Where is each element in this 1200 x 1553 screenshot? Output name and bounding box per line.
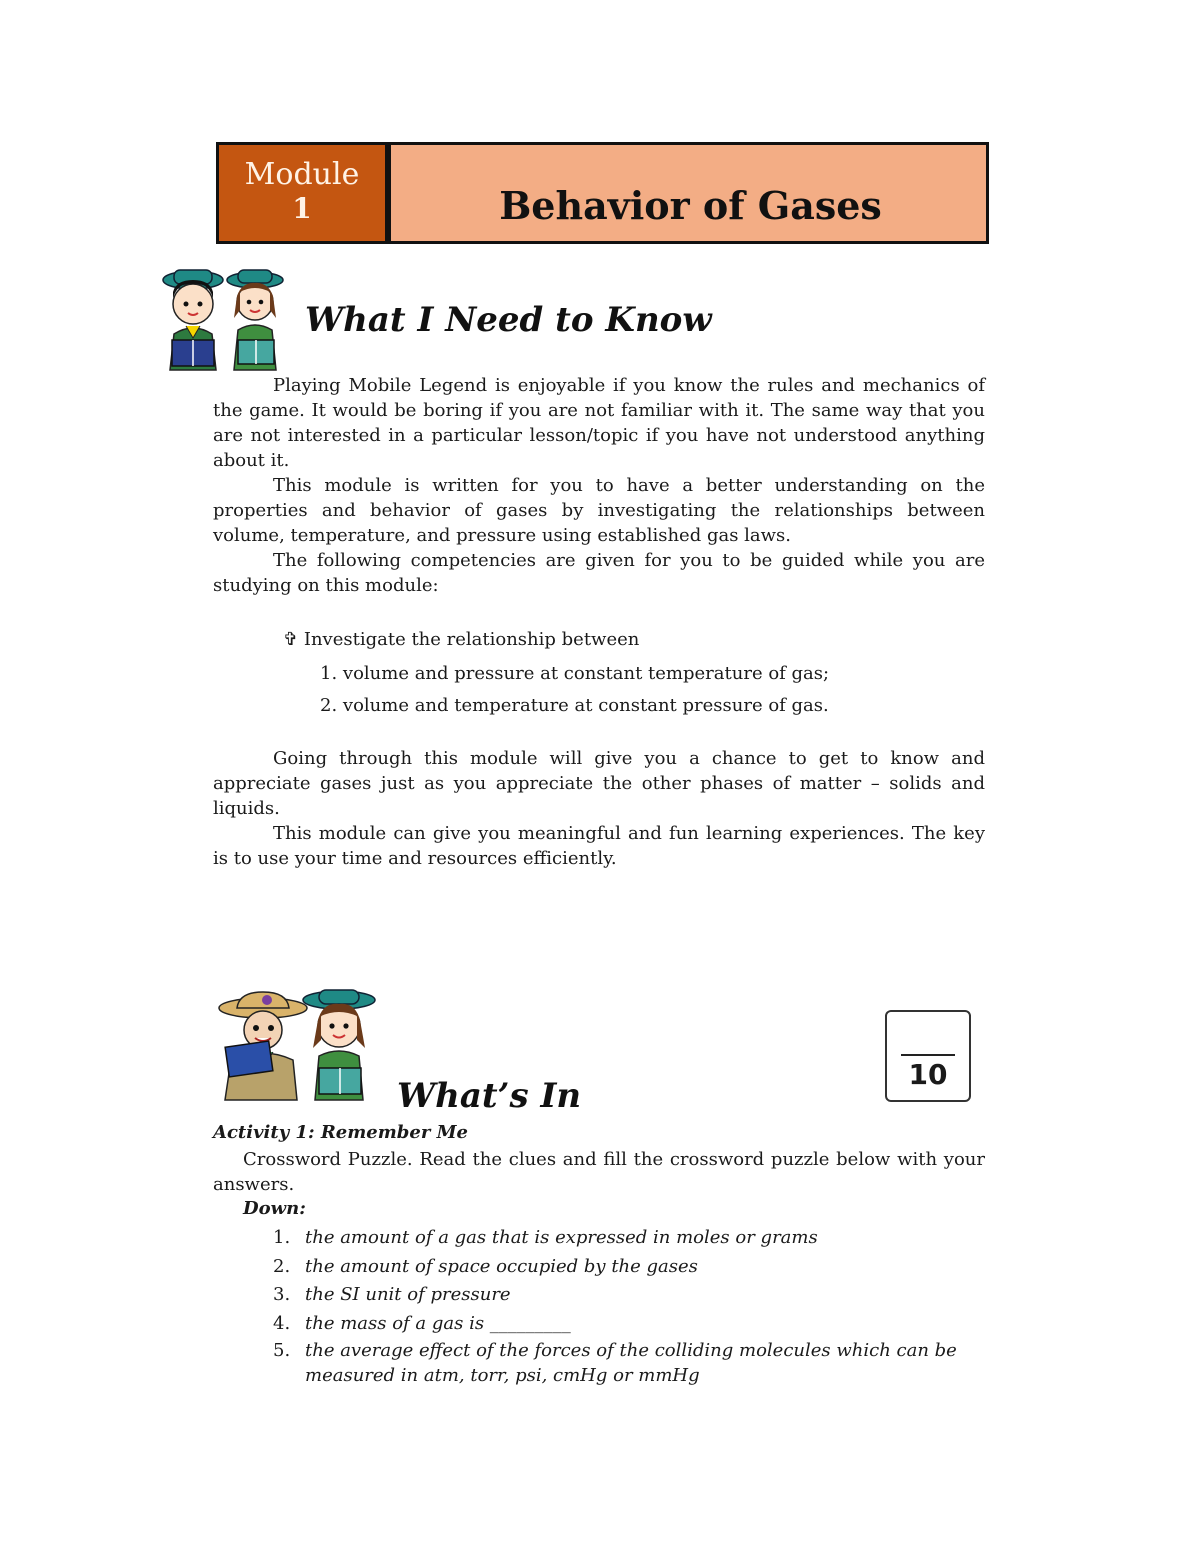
closing-paragraphs [213, 746, 985, 871]
list-item: 1. the amount of a gas that is expressed in moles or grams [273, 1227, 818, 1248]
competency-bullet [283, 627, 639, 652]
list-item: 5. the average effect of the forces of the colliding molecules which can be measured in atm, torr, psi, cmHg or mmHg [273, 1340, 957, 1386]
module-word: Module [244, 157, 360, 192]
closing-paragraph-2: This module can give you meaningful and fun learning experiences. The key is to use your time and resources efficiently. [213, 823, 985, 869]
list-item: 3. the SI unit of pressure [273, 1284, 511, 1305]
module-number: 1 [292, 192, 312, 225]
intro-paragraph-2: This module is written for you to have a better understanding on the properties and behavior of gases by investigating the relationships between volume, temperature, and pressure using established gas laws. [213, 475, 985, 546]
intro-paragraphs [213, 373, 985, 598]
competency-list [320, 658, 829, 722]
crossword-clues [273, 1224, 987, 1388]
intro-paragraph-3: The following competencies are given for you to be guided while you are studying on this module: [213, 550, 985, 596]
module-title: Behavior of Gases [499, 183, 882, 228]
list-item: 2. volume and temperature at constant pressure of gas. [320, 695, 829, 716]
intro-paragraph-1: Playing Mobile Legend is enjoyable if you know the rules and mechanics of the game. It would be boring if you are not familiar with it. The same way that you are not interested in a particular lesson/topic if you have not understood anything about it. [213, 375, 985, 471]
activity-title: Activity 1: Remember Me [213, 1122, 468, 1143]
closing-paragraph-1: Going through this module will give you a chance to get to know and appreciate gases just as you appreciate the other phases of matter – solids and liquids. [213, 748, 985, 819]
page-number: 10 [908, 1058, 948, 1091]
down-label: Down: [243, 1198, 306, 1219]
module-banner [216, 142, 989, 244]
competency-bullet-text: Investigate the relationship between [303, 629, 640, 650]
scouts-reading-illustration [215, 988, 380, 1104]
activity-instructions-block [213, 1147, 985, 1197]
activity-instructions: Crossword Puzzle. Read the clues and fill the crossword puzzle below with your answers. [213, 1149, 985, 1195]
kids-reading-illustration [160, 266, 290, 372]
page-number-box [885, 1010, 971, 1102]
list-item: 2. the amount of space occupied by the gases [273, 1255, 698, 1277]
section-heading-whats-in: What’s In [397, 1076, 582, 1116]
list-item: 4. the mass of a gas is _________ [273, 1312, 571, 1334]
list-item: 1. volume and pressure at constant temperature of gas; [320, 663, 830, 684]
cross-bullet-icon: ✞ [283, 629, 299, 650]
module-label-box [219, 145, 391, 241]
section-heading-what-i-need-to-know: What I Need to Know [305, 300, 712, 340]
